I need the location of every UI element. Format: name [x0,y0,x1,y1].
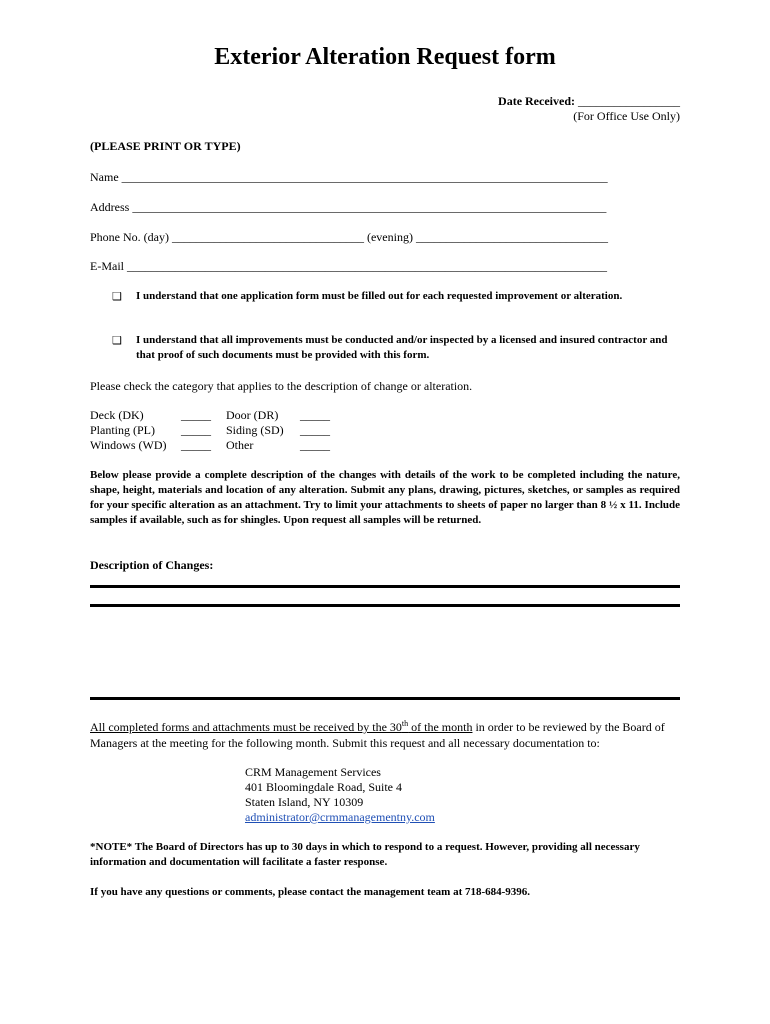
board-note: *NOTE* The Board of Directors has up to 30 days in which to respond to a request. However, providing all necessary information and documentation will facilitate a faster response. [90,841,640,868]
company-name: CRM Management Services [245,765,381,779]
category-siding: Siding (SD) [226,423,284,437]
address-field[interactable]: Address _______________________________________________________________________________ [90,200,607,214]
city-state-zip: Staten Island, NY 10309 [245,795,364,809]
checkbox-icon[interactable]: ❑ [112,291,122,303]
date-received-label: Date Received: [498,94,575,108]
category-blank[interactable]: _____ [181,423,211,437]
submission-instructions: All completed forms and attachments must be received by the 30th of the month in order to be reviewed by the Board of Managers at the meeting for the following month. Submit this request and all necessary documentation to: [90,719,665,750]
street-address: 401 Bloomingdale Road, Suite 4 [245,780,402,794]
category-blank[interactable]: _____ [300,438,330,452]
category-blank[interactable]: _____ [300,408,330,422]
category-blank[interactable]: _____ [181,408,211,422]
phone-field[interactable]: Phone No. (day) ________________________________ (evening) ________________________________ [90,230,608,244]
checkbox-icon[interactable]: ❑ [112,335,122,347]
office-use-note: (For Office Use Only) [573,109,680,123]
mailing-address [245,765,435,825]
category-other: Other [226,438,254,452]
submission-deadline: All completed forms and attachments must be received by the 30th of the month [90,719,473,734]
description-label: Description of Changes: [90,558,214,572]
date-received-field[interactable]: _________________ [578,94,680,108]
checkbox-text-application: I understand that one application form must be filled out for each requested improvement or alteration. [136,290,623,302]
category-instruction: Please check the category that applies to the description of change or alteration. [90,379,473,393]
category-blank[interactable]: _____ [181,438,211,452]
form-title: Exterior Alteration Request form [214,44,556,70]
category-column-2 [226,408,284,453]
category-deck: Deck (DK) [90,408,144,422]
category-blank[interactable]: _____ [300,423,330,437]
description-line[interactable] [90,585,680,588]
description-line[interactable] [90,604,680,607]
email-field[interactable]: E-Mail ________________________________________________________________________________ [90,259,607,273]
category-column-1 [90,408,167,453]
category-blanks-2[interactable] [300,408,330,453]
checkbox-text-contractor: I understand that all improvements must be conducted and/or inspected by a licensed and insured contractor and that proof of such documents must be provided with this form. [136,334,668,361]
category-door: Door (DR) [226,408,279,422]
name-field[interactable]: Name _________________________________________________________________________________ [90,170,608,184]
category-planting: Planting (PL) [90,423,155,437]
category-windows: Windows (WD) [90,438,167,452]
print-instruction: (PLEASE PRINT OR TYPE) [90,139,241,153]
description-instructions: Below please provide a complete description of the changes with details of the work to be completed including the nature, shape, height, materials and location of any alteration. Submit any plans, drawing, pictures, sketches, or samples as required for your specific alteration as an attachment. Try to limit your attachments to sheets of paper no larger than 8 ½ x 11. Include samples if available, such as for shingles. Upon request all samples will be returned. [90,469,680,526]
email-link[interactable]: administrator@crmmanagementny.com [245,810,435,824]
date-received [498,94,680,109]
description-line[interactable] [90,697,680,700]
contact-info: If you have any questions or comments, please contact the management team at 718-684-9396. [90,886,531,898]
category-blanks-1[interactable] [181,408,211,453]
